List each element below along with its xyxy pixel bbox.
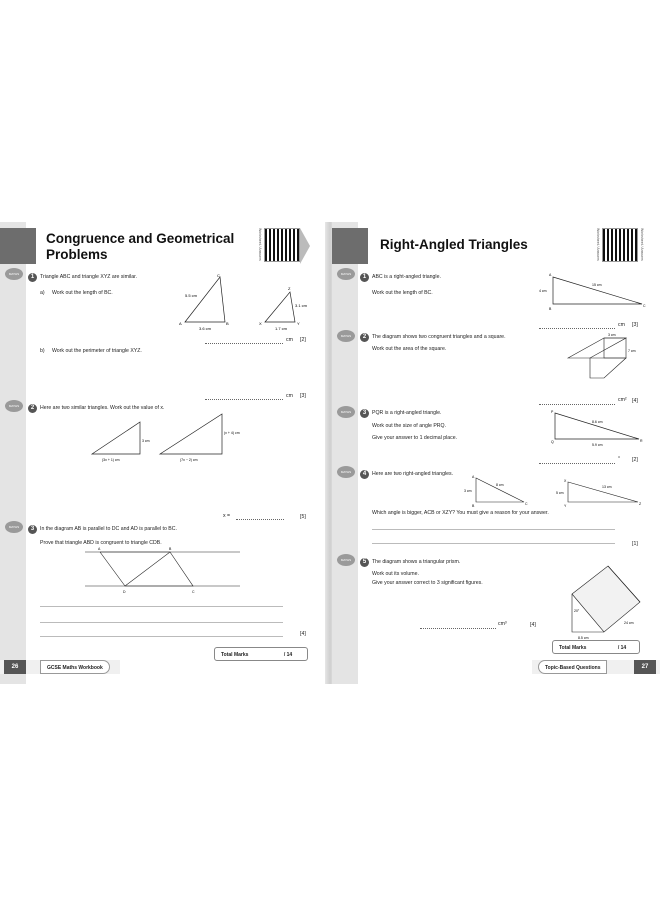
right-title-tab [332, 228, 368, 264]
label-top: 3 cm [608, 333, 616, 337]
qr-caption: Worksheet / Answers [596, 228, 600, 261]
label-ab: 3 cm [464, 489, 472, 493]
part-label: b) [40, 348, 45, 354]
question-number: 4 [360, 470, 369, 479]
qr-caption: Worksheet / Answers [640, 228, 644, 261]
total-marks-label: Total Marks [559, 645, 587, 651]
label-angle: 20° [574, 609, 580, 613]
answer-line-1a[interactable] [205, 343, 283, 344]
marks: [4] [632, 398, 638, 404]
answer-line-2[interactable] [539, 404, 615, 405]
answer-line-2[interactable] [236, 519, 284, 520]
maths-badge-icon: MATHS [337, 330, 355, 342]
answer-unit: ° [618, 456, 621, 462]
maths-badge-icon: MATHS [337, 268, 355, 280]
triangular-prism-figure [560, 562, 650, 642]
question-text: Here are two similar triangles. Work out the value of x. [40, 405, 165, 411]
question-text: Work out its volume. [372, 571, 419, 577]
two-triangles-figure [90, 410, 270, 470]
label-side: 7 cm [628, 349, 636, 353]
answer-unit: cm² [618, 397, 627, 403]
left-page-title: Congruence and Geometrical Problems [46, 231, 235, 262]
answer-unit: cm³ [498, 621, 507, 627]
label-pr: 8.6 cm [592, 420, 603, 424]
label-xy: 5 cm [556, 491, 564, 495]
label-x: X [259, 321, 262, 326]
question-text: Work out the size of angle PRQ. [372, 423, 447, 429]
label-qr: 5.9 cm [592, 443, 603, 447]
label-ab: 4 cm [539, 289, 547, 293]
page-number: 27 [634, 660, 656, 674]
label-length: 24 cm [624, 621, 634, 625]
marks: [1] [632, 541, 638, 547]
label-ab: 3.6 cm [199, 326, 212, 331]
right-page [332, 222, 660, 684]
left-page [0, 222, 328, 684]
two-right-triangles-figure [462, 474, 652, 510]
label-c: C [192, 590, 195, 594]
qr-code-icon[interactable] [602, 228, 638, 262]
question-text: Triangle ABC and triangle XYZ are similar. [40, 274, 137, 280]
marks: [2] [632, 457, 638, 463]
writing-line[interactable] [372, 543, 615, 544]
maths-badge-icon: MATHS [337, 554, 355, 566]
answer-prefix: x = [223, 513, 231, 519]
marks: [3] [632, 322, 638, 328]
writing-line[interactable] [40, 606, 283, 607]
parallelogram-figure [85, 546, 245, 596]
label-b: B [169, 547, 172, 551]
label-b: B [226, 321, 229, 326]
total-marks-value: / 14 [617, 645, 627, 651]
label-yz: 13 cm [602, 485, 612, 489]
label-z: Z [288, 286, 291, 291]
maths-badge-icon: MATHS [337, 466, 355, 478]
label-a: A [98, 547, 101, 551]
left-sidebar [0, 222, 26, 684]
question-text: Prove that triangle ABD is congruent to triangle CDB. [40, 540, 162, 546]
label-c: C [643, 304, 646, 308]
label-y: Y [564, 504, 567, 508]
answer-line-1b[interactable] [205, 399, 283, 400]
right-page-title: Right-Angled Triangles [380, 237, 528, 252]
label-z: Z [639, 502, 642, 506]
label-r: R [640, 439, 643, 443]
footer-title: GCSE Maths Workbook [40, 660, 110, 674]
label-d: D [123, 590, 126, 594]
question-text: The diagram shows a triangular prism. [372, 559, 461, 565]
label-base: 8.5 cm [578, 636, 589, 640]
question-number: 2 [28, 404, 37, 413]
similar-triangles-figure [175, 272, 315, 332]
label-c: C [525, 502, 528, 506]
writing-line[interactable] [372, 529, 615, 530]
label-b1: (3x + 1) cm [102, 458, 120, 462]
marks: [3] [300, 393, 306, 399]
question-text: Which angle is bigger, ACB or XZY? You must give a reason for your answer. [372, 510, 549, 516]
label-p: P [551, 410, 554, 414]
answer-line-3[interactable] [539, 463, 615, 464]
label-h2: (x + 4) cm [224, 431, 240, 435]
question-text: The diagram shows two congruent triangles and a square. [372, 334, 506, 340]
label-a: A [472, 475, 475, 479]
label-xy: 1.7 cm [275, 326, 288, 331]
label-a: A [179, 321, 182, 326]
qr-caption: Worksheet / Answers [258, 228, 262, 261]
label-ac: 15 cm [592, 283, 602, 287]
label-h1: 3 cm [142, 439, 150, 443]
marks: [2] [300, 337, 306, 343]
question-text: Work out the perimeter of triangle XYZ. [52, 348, 142, 354]
right-triangle-abc-figure [537, 272, 652, 312]
question-text: Work out the length of BC. [52, 290, 113, 296]
writing-line[interactable] [40, 622, 283, 623]
label-yz: 3.1 cm [295, 303, 308, 308]
question-text: ABC is a right-angled triangle. [372, 274, 441, 280]
answer-unit: cm [286, 393, 293, 399]
question-number: 5 [360, 558, 369, 567]
answer-line-1[interactable] [539, 328, 615, 329]
answer-unit: cm [618, 322, 625, 328]
question-text: PQR is a right-angled triangle. [372, 410, 442, 416]
square-triangles-figure [564, 332, 654, 382]
chevron-right-icon [300, 228, 310, 264]
label-bc: 8 cm [496, 483, 504, 487]
part-label: a) [40, 290, 45, 296]
label-b: B [472, 504, 475, 508]
question-number: 3 [360, 409, 369, 418]
label-x: X [564, 479, 567, 483]
page-number: 26 [4, 660, 26, 674]
question-text: Work out the area of the square. [372, 346, 447, 352]
answer-unit: cm [286, 337, 293, 343]
label-b2: (7x − 2) cm [180, 458, 198, 462]
total-marks-label: Total Marks [221, 652, 249, 658]
question-number: 1 [360, 273, 369, 282]
question-text: Here are two right-angled triangles. [372, 471, 454, 477]
maths-badge-icon: MATHS [337, 406, 355, 418]
maths-badge-icon: MATHS [5, 521, 23, 533]
question-text: Work out the length of BC. [372, 290, 433, 296]
total-marks-value: / 14 [283, 652, 293, 658]
total-marks-box [552, 640, 640, 654]
right-sidebar [332, 222, 358, 684]
marks: [4] [300, 631, 306, 637]
question-number: 2 [360, 333, 369, 342]
workbook-spread [0, 222, 660, 684]
answer-line-5[interactable] [420, 628, 496, 629]
label-q: Q [551, 440, 554, 444]
maths-badge-icon: MATHS [5, 268, 23, 280]
triangle-pqr-figure [547, 409, 647, 449]
qr-code-icon[interactable] [264, 228, 300, 262]
label-a: A [549, 273, 552, 277]
footer-title: Topic-Based Questions [538, 660, 607, 674]
question-number: 1 [28, 273, 37, 282]
marks: [5] [300, 514, 306, 520]
label-c: C [217, 273, 220, 278]
question-number: 3 [28, 525, 37, 534]
question-text: In the diagram AB is parallel to DC and AD is parallel to BC. [40, 526, 177, 532]
total-marks-box [214, 647, 308, 661]
marks: [4] [530, 622, 536, 628]
question-text: Give your answer correct to 3 significant figures. [372, 580, 483, 586]
question-text: Give your answer to 1 decimal place. [372, 435, 458, 441]
label-y: Y [297, 321, 300, 326]
maths-badge-icon: MATHS [5, 400, 23, 412]
writing-line[interactable] [40, 636, 283, 637]
left-title-tab [0, 228, 36, 264]
label-b: B [549, 307, 552, 311]
label-ac: 5.5 cm [185, 293, 198, 298]
